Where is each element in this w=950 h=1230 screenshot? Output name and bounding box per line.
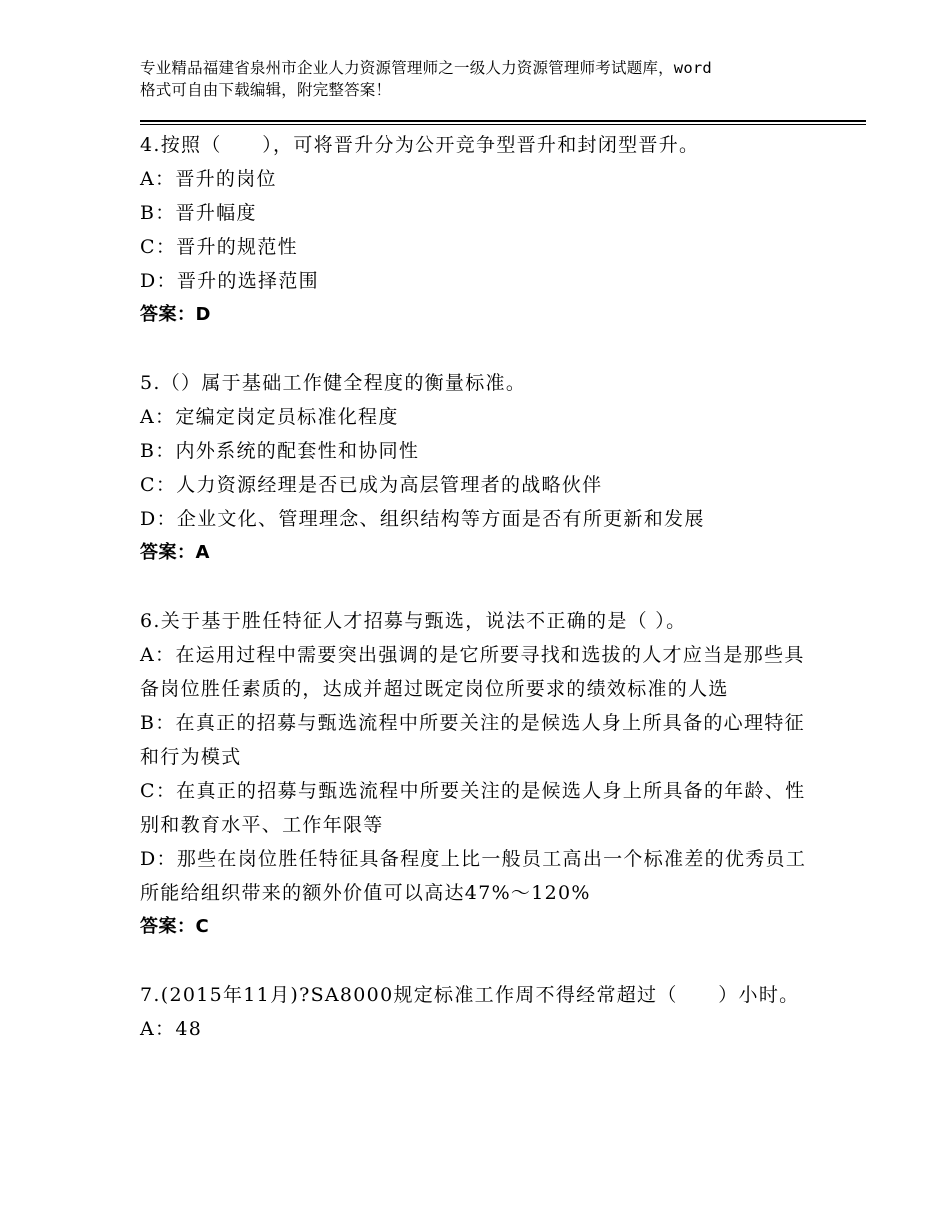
option-b: B：内外系统的配套性和协同性 (140, 440, 420, 462)
question-5 (140, 366, 810, 570)
answer-label: 答案：D (140, 304, 211, 325)
option-b: B：晋升幅度 (140, 202, 257, 224)
question-stem: 5.（）属于基础工作健全程度的衡量标准。 (140, 372, 527, 394)
option-a: A：48 (140, 1018, 203, 1040)
option-c: C：晋升的规范性 (140, 236, 298, 258)
option-c: C：在真正的招募与甄选流程中所要关注的是候选人身上所具备的年龄、性别和教育水平、工作年限等 (140, 780, 806, 836)
question-stem: 7.(2015年11月)?SA8000规定标准工作周不得经常超过（ ）小时。 (140, 984, 800, 1006)
document-header (140, 57, 840, 101)
option-d: D：晋升的选择范围 (140, 270, 319, 292)
question-stem: 4.按照（ ），可将晋升分为公开竞争型晋升和封闭型晋升。 (140, 134, 700, 156)
question-stem: 6.关于基于胜任特征人才招募与甄选，说法不正确的是（ ）。 (140, 610, 687, 632)
option-b: B：在真正的招募与甄选流程中所要关注的是候选人身上所具备的心理特征和行为模式 (140, 712, 805, 768)
option-d: D：企业文化、管理理念、组织结构等方面是否有所更新和发展 (140, 508, 705, 530)
question-list (140, 128, 810, 1080)
question-7 (140, 978, 810, 1046)
answer-label: 答案：A (140, 542, 210, 563)
answer-label: 答案：C (140, 916, 210, 937)
option-a: A：晋升的岗位 (140, 168, 277, 190)
option-a: A：定编定岗定员标准化程度 (140, 406, 399, 428)
option-d: D：那些在岗位胜任特征具备程度上比一般员工高出一个标准差的优秀员工所能给组织带来的额外价值可以高达47%～120% (140, 848, 807, 904)
header-line-1: 专业精品福建省泉州市企业人力资源管理师之一级人力资源管理师考试题库，word (140, 59, 712, 77)
question-4 (140, 128, 810, 332)
question-6 (140, 604, 810, 944)
header-line-2: 格式可自由下载编辑，附完整答案！ (140, 81, 392, 99)
option-a: A：在运用过程中需要突出强调的是它所要寻找和选拔的人才应当是那些具备岗位胜任素质的，达成并超过既定岗位所要求的绩效标准的人选 (140, 644, 805, 700)
header-rule-thin (140, 124, 866, 125)
header-rule-thick (140, 120, 866, 122)
option-c: C：人力资源经理是否已成为高层管理者的战略伙伴 (140, 474, 603, 496)
